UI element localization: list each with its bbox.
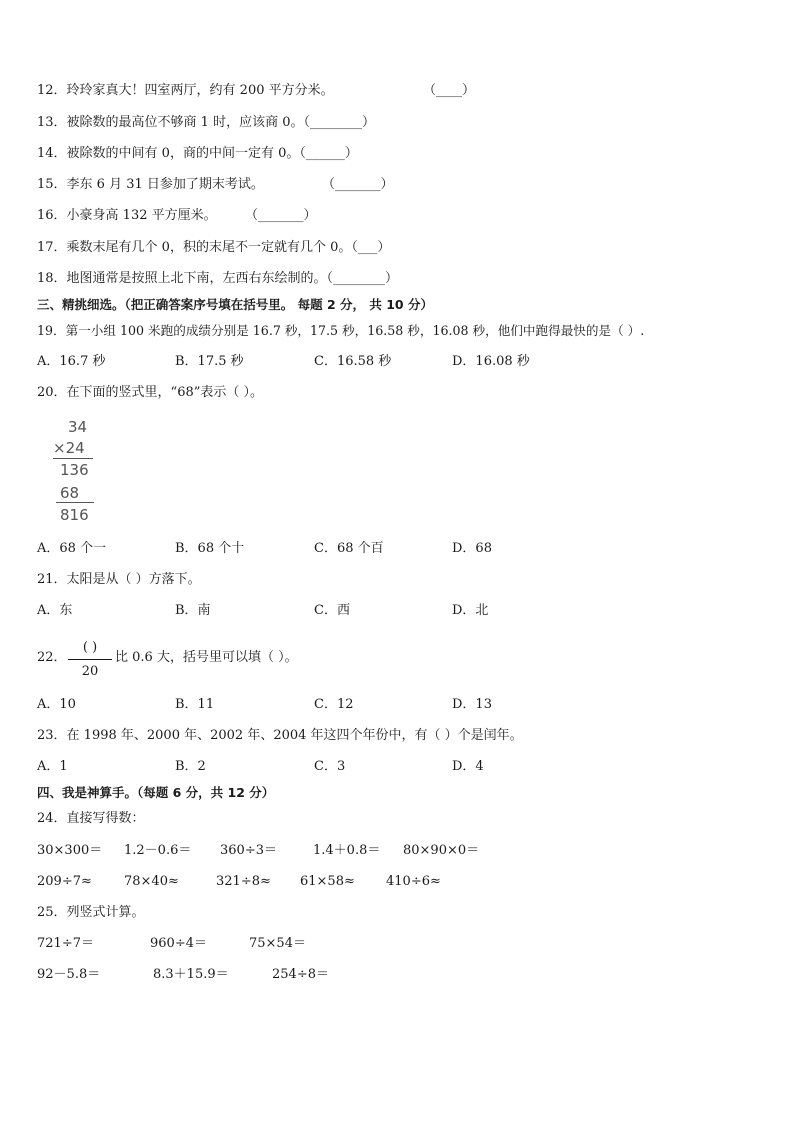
q22-option-b[interactable]: B．11	[175, 697, 215, 712]
answer-paren-16[interactable]: （_______）	[245, 208, 317, 223]
q22-fraction	[66, 640, 114, 680]
question-17: 17．乘数末尾有几个 0，积的末尾不一定就有几个 0。（___）	[37, 240, 391, 255]
question-12: 12．玲玲家真大！四室两厅，约有 200 平方分米。	[37, 83, 334, 98]
q24-expr-3: 360÷3＝	[220, 843, 277, 858]
vertical-multiplication	[50, 418, 110, 528]
question-13: 13．被除数的最高位不够商 1 时，应该商 0。（________）	[37, 115, 375, 130]
q25-expr-3: 75×54＝	[249, 936, 306, 951]
question-25: 25．列竖式计算。	[37, 905, 145, 920]
section-4-heading: 四、我是神算手。（每题 6 分，共 12 分）	[37, 785, 275, 800]
calc-product: 816	[60, 506, 89, 524]
q25-expr-1: 721÷7＝	[37, 936, 94, 951]
question-15: 15．李东 6 月 31 日参加了期末考试。	[37, 177, 264, 192]
q24-expr-7: 78×40≈	[124, 874, 179, 889]
question-18: 18．地图通常是按照上北下南，左西右东绘制的。（________）	[37, 271, 399, 286]
question-16: 16．小豪身高 132 平方厘米。	[37, 208, 217, 223]
q24-expr-10: 410÷6≈	[386, 874, 441, 889]
q24-expr-6: 209÷7≈	[37, 874, 92, 889]
calc-rule-2	[56, 502, 94, 503]
question-24: 24．直接写得数：	[37, 811, 145, 826]
q23-option-a[interactable]: A．1	[37, 759, 68, 774]
q25-expr-2: 960÷4＝	[150, 936, 207, 951]
q20-option-b[interactable]: B．68 个十	[175, 541, 245, 556]
question-22-text: 比 0.6 大，括号里可以填（ ）。	[115, 650, 298, 665]
section-3-heading: 三、精挑细选。（把正确答案序号填在括号里。 每题 2 分， 共 10 分）	[37, 297, 433, 312]
q24-expr-2: 1.2－0.6＝	[124, 843, 192, 858]
q22-option-a[interactable]: A．10	[37, 697, 76, 712]
answer-paren-15[interactable]: （_______）	[322, 177, 394, 192]
q22-fraction-denominator: 20	[81, 664, 99, 679]
q20-option-c[interactable]: C．68 个百	[314, 541, 384, 556]
q20-option-d[interactable]: D．68	[452, 541, 492, 556]
question-21: 21．太阳是从（ ）方落下。	[37, 572, 201, 587]
q19-option-c[interactable]: C．16.58 秒	[314, 354, 392, 369]
q25-expr-4: 92－5.8＝	[37, 967, 101, 982]
calc-multiplier: ×24	[53, 439, 85, 457]
question-14: 14．被除数的中间有 0，商的中间一定有 0。（______）	[37, 146, 358, 161]
q19-option-a[interactable]: A．16.7 秒	[37, 354, 106, 369]
q22-option-d[interactable]: D．13	[452, 697, 492, 712]
question-22-number: 22．	[37, 650, 67, 665]
answer-paren-12[interactable]: （____）	[423, 83, 476, 98]
question-20: 20．在下面的竖式里，“68”表示（ ）。	[37, 385, 264, 400]
calc-partial-1: 136	[60, 461, 89, 479]
q23-option-c[interactable]: C．3	[314, 759, 346, 774]
calc-partial-2: 68	[60, 484, 80, 502]
q21-option-a[interactable]: A．东	[37, 603, 73, 618]
calc-multiplicand: 34	[68, 418, 88, 436]
q24-expr-4: 1.4＋0.8＝	[313, 843, 381, 858]
q24-expr-1: 30×300＝	[37, 843, 103, 858]
q23-option-b[interactable]: B．2	[175, 759, 206, 774]
calc-rule-1	[53, 458, 93, 459]
q21-option-d[interactable]: D．北	[452, 603, 489, 618]
q22-option-c[interactable]: C．12	[314, 697, 354, 712]
q24-expr-8: 321÷8≈	[216, 874, 271, 889]
q25-expr-6: 254÷8＝	[272, 967, 329, 982]
q24-expr-9: 61×58≈	[300, 874, 355, 889]
q23-option-d[interactable]: D．4	[452, 759, 484, 774]
q21-option-b[interactable]: B．南	[175, 603, 211, 618]
question-23: 23．在 1998 年、2000 年、2002 年、2004 年这四个年份中，有（ ）个是闰年。	[37, 728, 523, 743]
q21-option-c[interactable]: C．西	[314, 603, 350, 618]
q22-fraction-numerator[interactable]: ( )	[82, 640, 98, 655]
q25-expr-5: 8.3＋15.9＝	[153, 967, 229, 982]
question-19: 19．第一小组 100 米跑的成绩分别是 16.7 秒，17.5 秒，16.58 秒，16.08 秒，他们中跑得最快的是（ ）.	[37, 323, 645, 338]
q22-fraction-bar	[68, 659, 112, 660]
q20-option-a[interactable]: A．68 个一	[37, 541, 107, 556]
q24-expr-5: 80×90×0＝	[403, 843, 480, 858]
q19-option-b[interactable]: B．17.5 秒	[175, 354, 244, 369]
q19-option-d[interactable]: D．16.08 秒	[452, 354, 530, 369]
